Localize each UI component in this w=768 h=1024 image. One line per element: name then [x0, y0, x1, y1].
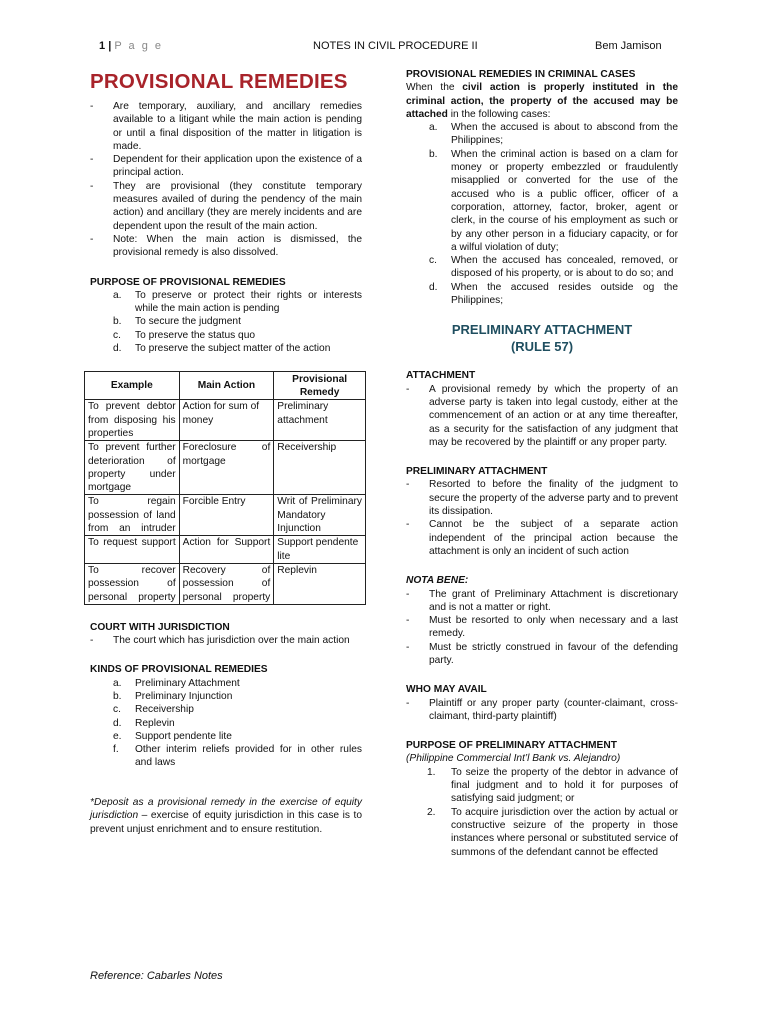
list-item: b. Preliminary Injunction [113, 690, 233, 702]
list-item: - Dependent for their application upon the existence of a principal action. [90, 153, 362, 180]
list-item: a. Preliminary Attachment [113, 677, 240, 689]
table-cell: To recover possession of personal property [85, 563, 180, 604]
list-item: - The court which has jurisdiction over the main action [90, 634, 362, 647]
list-item: - Must be resorted to only when necessary and a last remedy. [406, 614, 678, 641]
list-item: c. To preserve the status quo [113, 329, 256, 341]
table-cell: Action for sum of money [179, 400, 274, 441]
table-cell: Forcible Entry [179, 495, 274, 536]
nota-bene-heading: NOTA BENE: [406, 575, 469, 587]
table-header-row [85, 372, 366, 400]
list-item: 1. To seize the property of the debtor in advance of final judgment and to hold it for purposes of satisfying said judgment; or [427, 766, 678, 805]
remedies-table [84, 371, 366, 604]
table-row [85, 400, 366, 441]
rule-number: (RULE 57) [510, 339, 574, 355]
court-heading: COURT WITH JURISDICTION [90, 621, 230, 633]
list-item: - They are provisional (they constitute temporary measures availed of during the pendency of the main action) and ancillary (they are merely incidents and are dependent upon the result of the main action. [90, 180, 362, 233]
purpose-heading: PURPOSE OF PROVISIONAL REMEDIES [90, 276, 286, 288]
criminal-heading: PROVISIONAL REMEDIES IN CRIMINAL CASES [406, 69, 636, 80]
list-item: - Resorted to before the finality of the judgment to secure the property of the adverse party and to prevent its dissipation. [406, 478, 678, 518]
list-item: a. To preserve or protect their rights or interests while the main action is pending [113, 289, 362, 315]
table-header: Main Action [179, 372, 274, 400]
table-cell: Replevin [274, 563, 366, 604]
attachment-heading: ATTACHMENT [406, 370, 476, 382]
kinds-heading: KINDS OF PROVISIONAL REMEDIES [90, 664, 268, 676]
list-item: - Must be strictly construed in favour of the defending party. [406, 641, 678, 668]
page-title: PROVISIONAL REMEDIES [90, 70, 348, 93]
list-item: - A provisional remedy by which the property of an adverse party is taken into legal custody, either at the commencement of an action or at any time thereafter, as a security for the satisfaction of any judgment that may be recovered by the plaintiff or any proper party. [406, 383, 678, 449]
table-cell: Support pendente lite [274, 536, 366, 564]
list-item: c. When the accused has concealed, removed, or disposed of his property, or is about to do so; and [429, 255, 678, 280]
preliminary-attachment-title: PRELIMINARY ATTACHMENT [451, 322, 633, 338]
document-title: NOTES IN CIVIL PROCEDURE II [313, 40, 478, 52]
table-header: Example [85, 372, 180, 400]
prelim-heading: PRELIMINARY ATTACHMENT [406, 466, 548, 478]
criminal-intro: When the civil action is properly instituted in the criminal action, the property of the accused may be attached in the following cases: [406, 82, 678, 120]
deposit-note: *Deposit as a provisional remedy in the exercise of equity jurisdiction – exercise of equity jurisdiction in this case is to prevent unjust enrichment and to ensure restitution. [90, 796, 362, 835]
table-cell: Foreclosure of mortgage [179, 441, 274, 495]
author-name: Bem Jamison [595, 40, 662, 52]
table-cell: To prevent debtor from disposing his properties [85, 400, 180, 441]
kinds-list [90, 677, 362, 770]
list-item: - Are temporary, auxiliary, and ancillary remedies available to a litigant while the main action is pending or until a final disposition of the matter in litigation is made. [90, 100, 362, 153]
table-row [85, 495, 366, 536]
table-header: Provisional Remedy [274, 372, 366, 400]
list-item: d. When the accused resides outside og the Philippines; [429, 281, 678, 307]
list-item: d. To preserve the subject matter of the action [113, 343, 331, 355]
table-cell: To prevent further deterioration of property under mortgage [85, 441, 180, 495]
list-item: c. Receivership [113, 704, 194, 716]
list-item: b. When the criminal action is based on a clam for money or property embezzled or fraudulently misapplied or converted for the use of the accused who is a public officer, officer of a corporation, attorney, factor, broker, agent or clerk, in the course of his employment as such or by any other person in a fiduciary capacity, or for a wilful violation of duty; [429, 148, 678, 253]
list-item: - Note: When the main action is dismissed, the provisional remedy is also dissolved. [90, 233, 362, 260]
table-cell: Receivership [274, 441, 366, 495]
who-may-avail-heading: WHO MAY AVAIL [406, 684, 487, 696]
prelim-list [406, 478, 678, 558]
list-item: - Plaintiff or any proper party (counter-claimant, cross-claimant, third-party plaintiff) [406, 697, 678, 724]
table-cell: Preliminary attachment [274, 400, 366, 441]
table-cell: Action for Support [179, 536, 274, 564]
purpose-pa-heading: PURPOSE OF PRELIMINARY ATTACHMENT [406, 740, 617, 752]
list-item: d. Replevin [113, 717, 175, 729]
page-number: 1 | P a g e [99, 40, 163, 52]
list-item: f. Other interim reliefs provided for in other rules and laws [113, 744, 362, 769]
who-may-avail-list [406, 697, 678, 724]
court-list [90, 634, 362, 647]
table-cell: To request support [85, 536, 180, 564]
list-item: 2. To acquire jurisdiction over the action by actual or constructive seizure of the property in those instances where personal or substituted service of summons of the defendant cannot be effected [427, 806, 678, 858]
list-item: a. When the accused is about to abscond from the Philippines; [429, 122, 678, 147]
purpose-pa-list [406, 766, 678, 859]
table-cell: Writ of Preliminary Mandatory Injunction [274, 495, 366, 536]
list-item: - Cannot be the subject of a separate action independent of the principal action because the attachment is only an incident of such action [406, 518, 678, 558]
table-row [85, 563, 366, 604]
table-cell: To regain possession of land from an intruder [85, 495, 180, 536]
list-item: - The grant of Preliminary Attachment is discretionary and is not a matter or right. [406, 588, 678, 615]
right-column [406, 68, 678, 859]
left-column [90, 70, 362, 846]
table-row [85, 441, 366, 495]
attachment-list [406, 383, 678, 449]
purpose-list [90, 289, 362, 355]
table-cell: Recovery of possession of personal property [179, 563, 274, 604]
page-header [0, 40, 768, 54]
nota-bene-list [406, 588, 678, 668]
list-item: e. Support pendente lite [113, 730, 232, 742]
footer-reference: Reference: Cabarles Notes [90, 970, 223, 982]
case-citation: (Philippine Commercial Int’l Bank vs. Alejandro) [406, 753, 621, 765]
table-row [85, 536, 366, 564]
criminal-list [406, 121, 678, 307]
intro-list [90, 100, 362, 260]
list-item: b. To secure the judgment [113, 316, 241, 328]
